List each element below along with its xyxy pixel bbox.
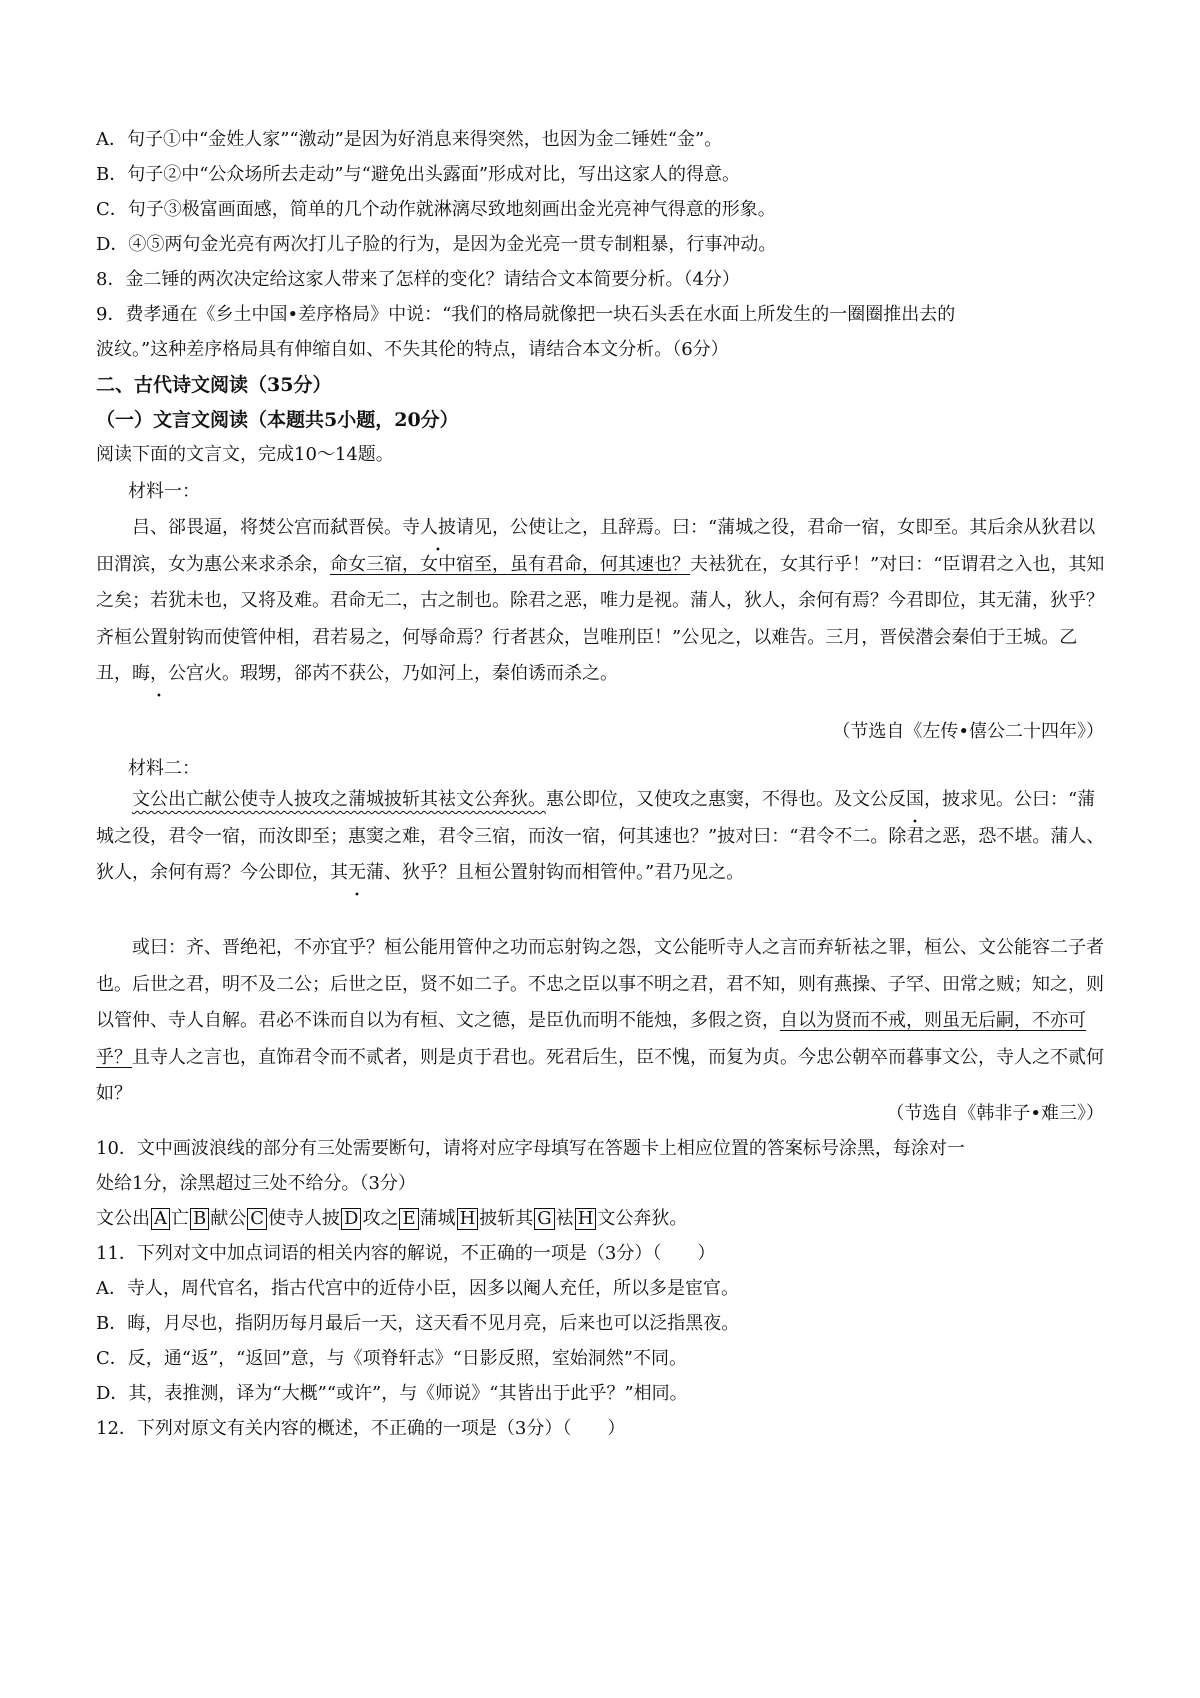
underlined-sentence-2: 自以为贤而不戒，则虽无后嗣，不亦可乎？ <box>96 1010 1086 1068</box>
dotted-word-hui: 晦 <box>132 663 150 684</box>
question-12: 12．下列对原文有关内容的概述，不正确的一项是（3分）（ ） <box>96 1418 626 1439</box>
option-box-h2: H <box>575 1208 597 1230</box>
question-10-line1: 10．文中画波浪线的部分有三处需要断句，请将对应字母填写在答题卡上相应位置的答案标号涂黑，每涂对一 <box>96 1138 965 1159</box>
question-9-line2: 波纹。”这种差序格局具有伸缩自如、不失其伦的特点，请结合本文分析。（6分） <box>96 339 729 360</box>
option-box-h1: H <box>457 1208 479 1230</box>
q7-option-b: B．句子②中“公众场所去走动”与“避免出头露面”形成对比，写出这家人的得意。 <box>96 164 741 185</box>
option-box-c: C <box>247 1208 267 1230</box>
dotted-word-siren: 寺人 <box>402 517 438 538</box>
wavy-underlined-passage: 文公出亡献公使寺人披攻之蒲城披斩其袪文公奔狄。 <box>132 789 546 810</box>
material2-source: （节选自《韩非子•难三》） <box>886 1103 1104 1124</box>
material1-label: 材料一： <box>128 481 200 502</box>
material2-paragraph2: 或曰：齐、晋绝祀，不亦宜乎？桓公能用管仲之功而忘射钩之怨，文公能听寺人之言而弃斩袪之罪，桓公、文公能容二子者也。后世之君，明不及二公；后世之臣，贤不如二子。不忠之臣以事不明之君，君不知，则有燕操、子罕、田常之贼；知之，则以管仲、寺人自解。君必不诛而自以为有桓、文之德，是臣仇而明不能烛，多假之资，自以为贤而不戒，则虽无后嗣，不亦可乎？且寺人之言也，直饰君令而不贰者，则是贞于君也。死君后生，臣不愧，而复为贞。今忠公朝卒而暮事文公，寺人之不贰何如？ <box>96 937 1104 1104</box>
option-box-b: B <box>190 1208 209 1230</box>
question-10-options: 文公出 A 亡 B 献公 C 使寺人披 D 攻之 E 蒲城 H 披斩其 G 袪 H 文公奔狄。 <box>96 1208 688 1229</box>
material2-label: 材料二： <box>128 758 200 779</box>
subsection-heading: （一）文言文阅读（本题共5小题，20分） <box>96 409 459 431</box>
underlined-sentence-1: 命女三宿，女中宿至，虽有君命，何其速也？ <box>330 553 690 575</box>
material1-paragraph: 吕、郤畏逼，将焚公宫而弑晋侯。寺人披请见，公使让之，且辞焉。曰：“蒲城之役，君命一宿，女即至。其后余从狄君以田渭滨，女为惠公来求杀余，命女三宿，女中宿至，虽有君命，何其速也？夫袪犹在，女其行乎！”对曰：“臣谓君之入也，其知之矣；若犹未也，又将及难。君命无二，古之制也。除君之恶，唯力是视。蒲人，狄人，余何有焉？今君即位，其无蒲，狄乎？齐桓公置射钩而使管仲相，君若易之，何辱命焉？行者甚众，岂唯刑臣！”公见之，以难告。三月，晋侯潜会秦伯于王城。乙丑，晦，公宫火。瑕甥，郤芮不获公，乃如河上，秦伯诱而杀之。 <box>96 517 1105 684</box>
question-8: 8．金二锤的两次决定给这家人带来了怎样的变化？请结合文本简要分析。（4分） <box>96 269 740 290</box>
q7-option-c: C．句子③极富画面感，简单的几个动作就淋漓尽致地刻画出金光亮神气得意的形象。 <box>96 199 776 220</box>
reading-instruction: 阅读下面的文言文，完成10～14题。 <box>96 444 394 465</box>
dotted-word-qi: 其 <box>330 862 348 883</box>
q11-option-a: A．寺人，周代官名，指古代宫中的近侍小臣，因多以阉人充任，所以多是宦官。 <box>96 1278 739 1299</box>
option-box-d: D <box>341 1208 361 1230</box>
question-11: 11．下列对文中加点词语的相关内容的解说，不正确的一项是（3分）（ ） <box>96 1243 716 1264</box>
option-box-g: G <box>534 1208 554 1230</box>
material2-paragraph1: 文公出亡献公使寺人披攻之蒲城披斩其袪文公奔狄。惠公即位，又使攻之惠窦，不得也。及文公反国，披求见。公曰：“蒲城之役，君令一宿，而汝即至；惠窦之难，君令三宿，而汝一宿，何其速也？”披对曰：“君令不二。除君之恶，恐不堪。蒲人、狄人，余何有焉？今公即位，其无蒲、狄乎？且桓公置射钩而相管仲。”君乃见之。 <box>96 789 1105 883</box>
q11-option-b: B．晦，月尽也，指阴历每月最后一天，这天看不见月亮，后来也可以泛指黑夜。 <box>96 1313 740 1334</box>
q7-option-a: A．句子①中“金姓人家”“激动”是因为好消息来得突然，也因为金二锤姓“金”。 <box>96 129 723 150</box>
option-box-a: A <box>151 1208 170 1230</box>
dotted-word-fan: 反 <box>888 789 906 810</box>
material1-source: （节选自《左传•僖公二十四年》） <box>832 721 1104 742</box>
q7-option-d: D．④⑤两句金光亮有两次打儿子脸的行为，是因为金光亮一贯专制粗暴，行事冲动。 <box>96 234 777 255</box>
q11-option-d: D．其，表推测，译为“大概”“或许”，与《师说》“其皆出于此乎？”相同。 <box>96 1383 688 1404</box>
q11-option-c: C．反，通“返”，“返回”意，与《项脊轩志》“日影反照，室始洞然”不同。 <box>96 1348 687 1369</box>
question-9-line1: 9．费孝通在《乡土中国•差序格局》中说：“我们的格局就像把一块石头丢在水面上所发生的一圈圈推出去的 <box>96 304 956 325</box>
option-box-e: E <box>399 1208 418 1230</box>
section-heading: 二、古代诗文阅读（35分） <box>96 374 332 396</box>
question-10-line2: 处给1分，涂黑超过三处不给分。（3分） <box>96 1173 416 1194</box>
